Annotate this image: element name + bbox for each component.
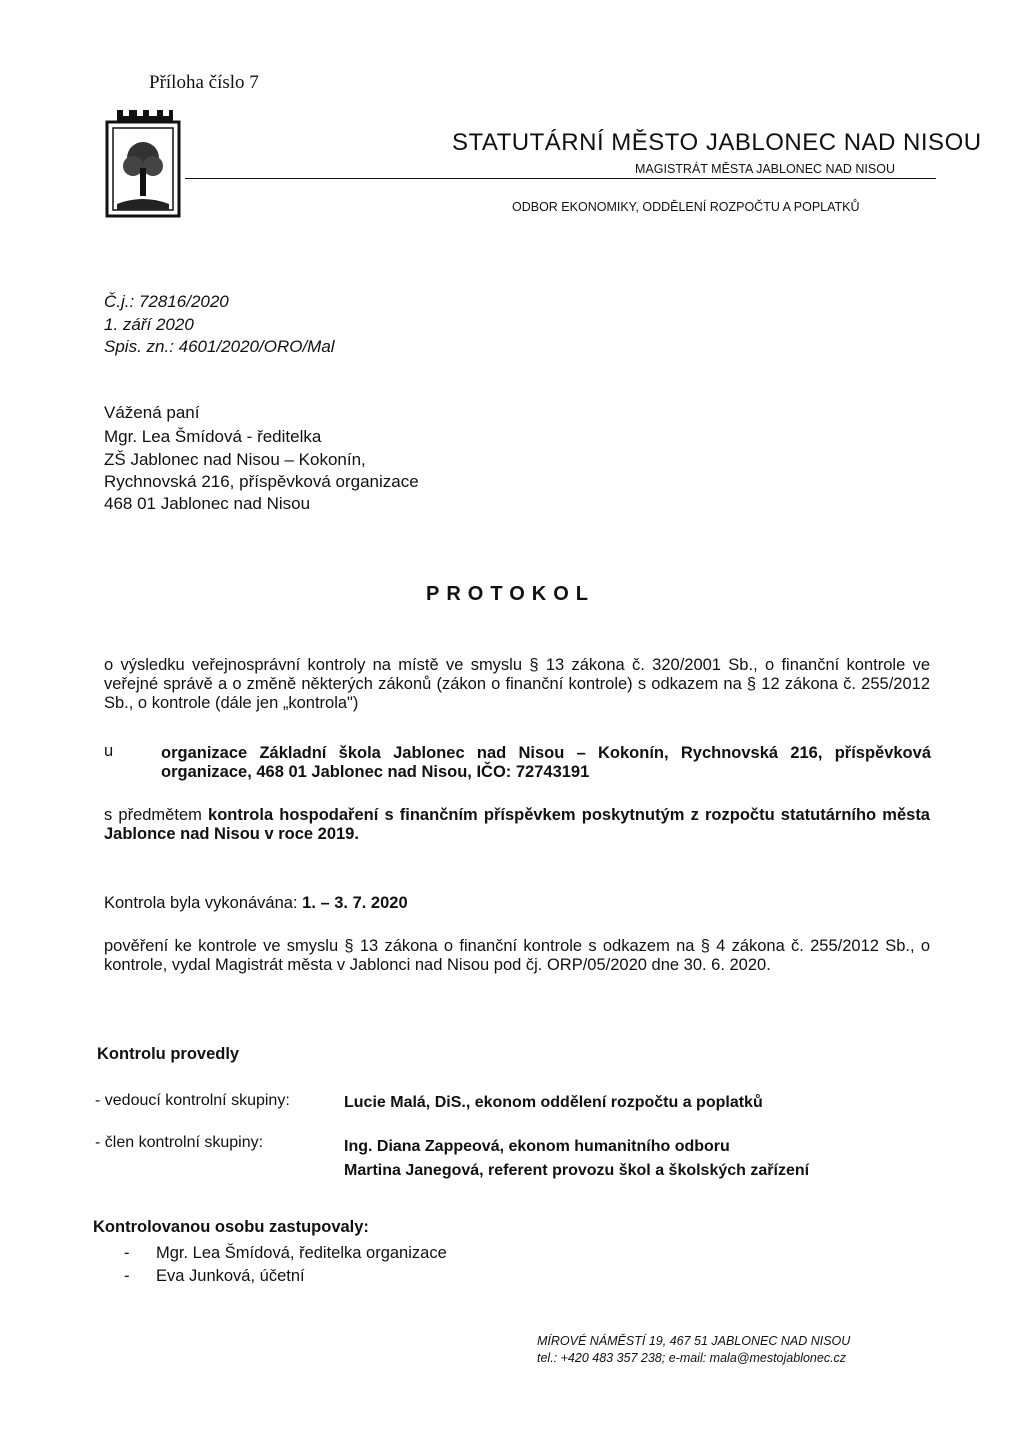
inspection-subject: [104, 806, 930, 844]
footer-contact: tel.: +420 483 357 238; e-mail: mala@mestojablonec.cz: [537, 1351, 847, 1365]
annex-label: Příloha číslo 7: [149, 72, 259, 93]
inspection-period: [104, 894, 408, 913]
protocol-title: PROTOKOL: [426, 583, 595, 605]
representative-2: Eva Junková, účetní: [156, 1267, 305, 1285]
inspected-organization: organizace Základní škola Jablonec nad Nisou – Kokonín, Rychnovská 216, příspěvková organizace, 468 01 Jablonec nad Nisou, IČO: 72743191: [161, 744, 931, 781]
reference-number: Č.j.: 72816/2020: [104, 292, 229, 311]
salutation: Vážená paní: [104, 403, 200, 422]
city-name: STATUTÁRNÍ MĚSTO JABLONEC NAD NISOU: [452, 129, 982, 156]
member-label: - člen kontrolní skupiny:: [95, 1134, 264, 1151]
protocol-intro: o výsledku veřejnosprávní kontroly na místě ve smyslu § 13 zákona č. 320/2001 Sb., o finanční kontrole ve veřejné správě a o změně některých zákonů (zákon o finanční kontrole) s odkazem na § 12 zákona č. 255/2012 Sb., o kontrole (dále jen „kontrola"): [104, 656, 930, 712]
member-value-2: Martina Janegová, referent provozu škol a školských zařízení: [344, 1162, 810, 1179]
dash-2: -: [124, 1267, 130, 1285]
department-name: ODBOR EKONOMIKY, ODDĚLENÍ ROZPOČTU A POPLATKŮ: [512, 200, 860, 214]
representative-1: Mgr. Lea Šmídová, ředitelka organizace: [156, 1244, 447, 1262]
organization-prefix: u: [104, 742, 114, 760]
footer-address: MÍROVÉ NÁMĚSTÍ 19, 467 51 JABLONEC NAD NISOU: [537, 1334, 851, 1348]
authorization-text: pověření ke kontrole ve smyslu § 13 zákona o finanční kontrole s odkazem na § 4 zákona č. 255/2012 Sb., o kontrole, vydal Magistrát města v Jablonci nad Nisou pod čj. ORP/05/2020 dne 30. 6. 2020.: [104, 937, 930, 974]
period-value: 1. – 3. 7. 2020: [302, 894, 408, 912]
lead-inspector-value: Lucie Malá, DiS., ekonom oddělení rozpočtu a poplatků: [344, 1094, 763, 1111]
addressee-street: Rychnovská 216, příspěvková organizace: [104, 472, 419, 491]
member-value-1: Ing. Diana Zappeová, ekonom humanitního odboru: [344, 1138, 730, 1155]
dash-1: -: [124, 1244, 130, 1262]
document-date: 1. září 2020: [104, 315, 194, 334]
magistrat-name: MAGISTRÁT MĚSTA JABLONEC NAD NISOU: [635, 162, 895, 176]
represented-heading: Kontrolovanou osobu zastupovaly:: [93, 1218, 369, 1236]
period-label: Kontrola byla vykonávána:: [104, 894, 298, 912]
subject-text: kontrola hospodaření s finančním příspěvkem poskytnutým z rozpočtu statutárního města Jablonce nad Nisou v roce 2019.: [104, 806, 930, 843]
header-divider: [185, 178, 936, 179]
file-reference: Spis. zn.: 4601/2020/ORO/Mal: [104, 337, 335, 356]
subject-lead: s předmětem: [104, 806, 202, 824]
addressee-name: Mgr. Lea Šmídová - ředitelka: [104, 427, 322, 446]
lead-inspector-label: - vedoucí kontrolní skupiny:: [95, 1092, 290, 1109]
city-crest-logo: [103, 108, 183, 220]
performed-heading: Kontrolu provedly: [97, 1045, 240, 1063]
addressee-school: ZŠ Jablonec nad Nisou – Kokonín,: [104, 450, 366, 469]
addressee-city: 468 01 Jablonec nad Nisou: [104, 494, 311, 513]
